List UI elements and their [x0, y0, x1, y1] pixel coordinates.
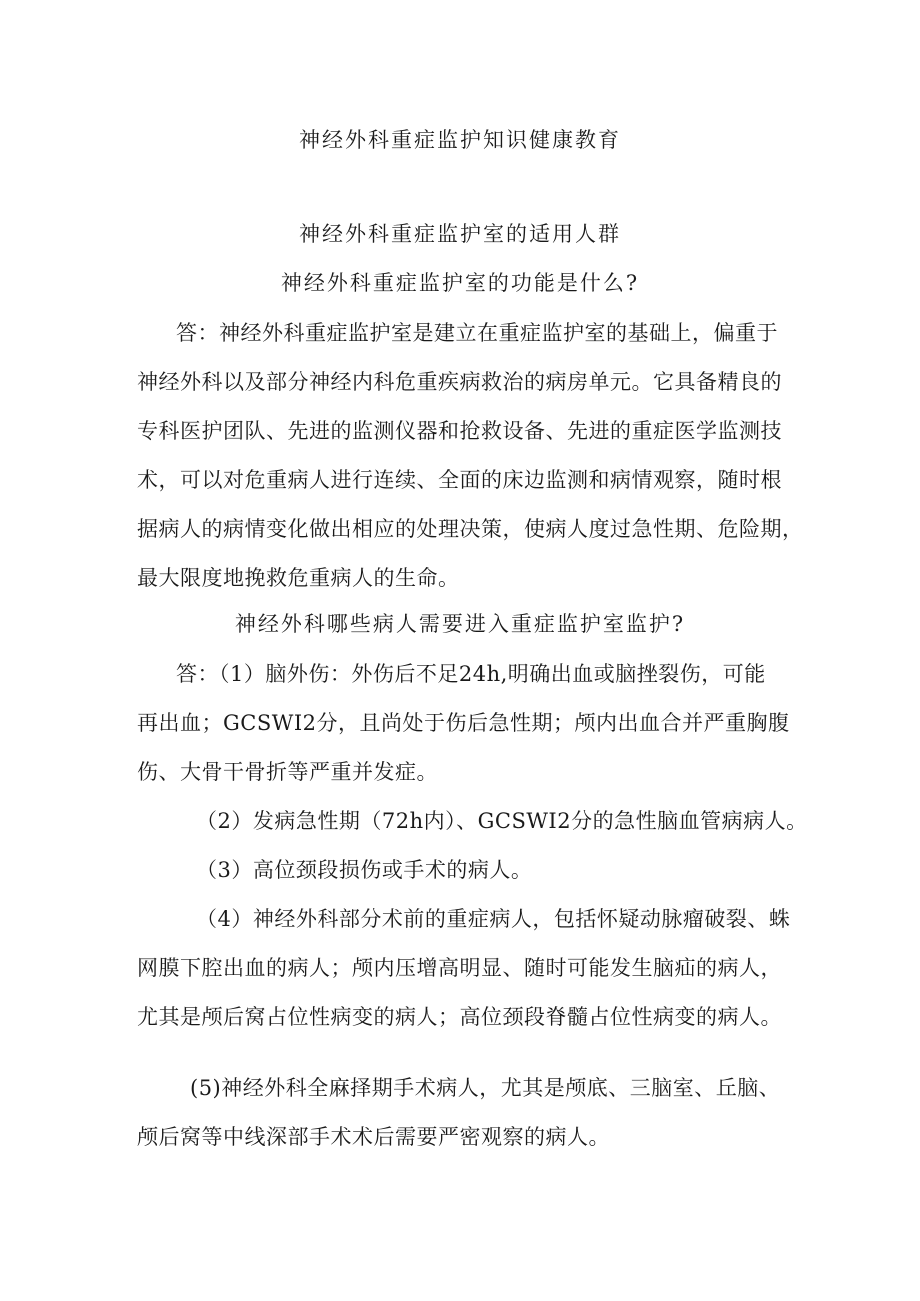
section-title: 神经外科重症监护室的适用人群 — [299, 222, 621, 246]
paragraph-line: 再出血；GCSWI2分，且尚处于伤后急性期；颅内出血合并严重胸腹 — [137, 711, 790, 735]
paragraph-line: 据病人的病情变化做出相应的处理决策，使病人度过急性期、危险期， — [137, 517, 804, 541]
paragraph-line: 答：神经外科重症监护室是建立在重症监护室的基础上，偏重于 — [176, 321, 778, 345]
paragraph-line: 伤、大骨干骨折等严重并发症。 — [137, 760, 438, 784]
answer-2-item-3: （3）高位颈段损伤或手术的病人。 — [196, 858, 533, 882]
paragraph-line: 神经外科以及部分神经内科危重疾病救治的病房单元。它具备精良的 — [137, 370, 782, 394]
question-2: 神经外科哪些病人需要进入重症监护室监护? — [234, 612, 686, 636]
paragraph-line: (5)神经外科全麻择期手术病人，尤其是颅底、三脑室、丘脑、 — [190, 1076, 781, 1100]
paragraph-line: 尤其是颅后窝占位性病变的病人；高位颈段脊髓占位性病变的病人。 — [137, 1005, 782, 1029]
paragraph-line: 专科医护团队、先进的监测仪器和抢救设备、先进的重症医学监测技 — [137, 419, 782, 443]
paragraph-line: 颅后窝等中线深部手术术后需要严密观察的病人。 — [137, 1125, 610, 1149]
document-title: 神经外科重症监护知识健康教育 — [299, 128, 621, 152]
paragraph-line: （4）神经外科部分术前的重症病人，包括怀疑动脉瘤破裂、蛛 — [196, 907, 791, 931]
paragraph-line: 答：（1）脑外伤：外伤后不足24h,明确出血或脑挫裂伤，可能 — [176, 662, 766, 686]
paragraph-line: 网膜下腔出血的病人；颅内压增高明显、随时可能发生脑疝的病人， — [137, 956, 782, 980]
answer-2-item-2: （2）发病急性期（72h内）、GCSWI2分的急性脑血管病病人。 — [196, 809, 808, 833]
paragraph-line: 术，可以对危重病人进行连续、全面的床边监测和病情观察，随时根 — [137, 468, 782, 492]
paragraph-line: 最大限度地挽救危重病人的生命。 — [137, 566, 460, 590]
question-1: 神经外科重症监护室的功能是什么? — [280, 271, 640, 295]
